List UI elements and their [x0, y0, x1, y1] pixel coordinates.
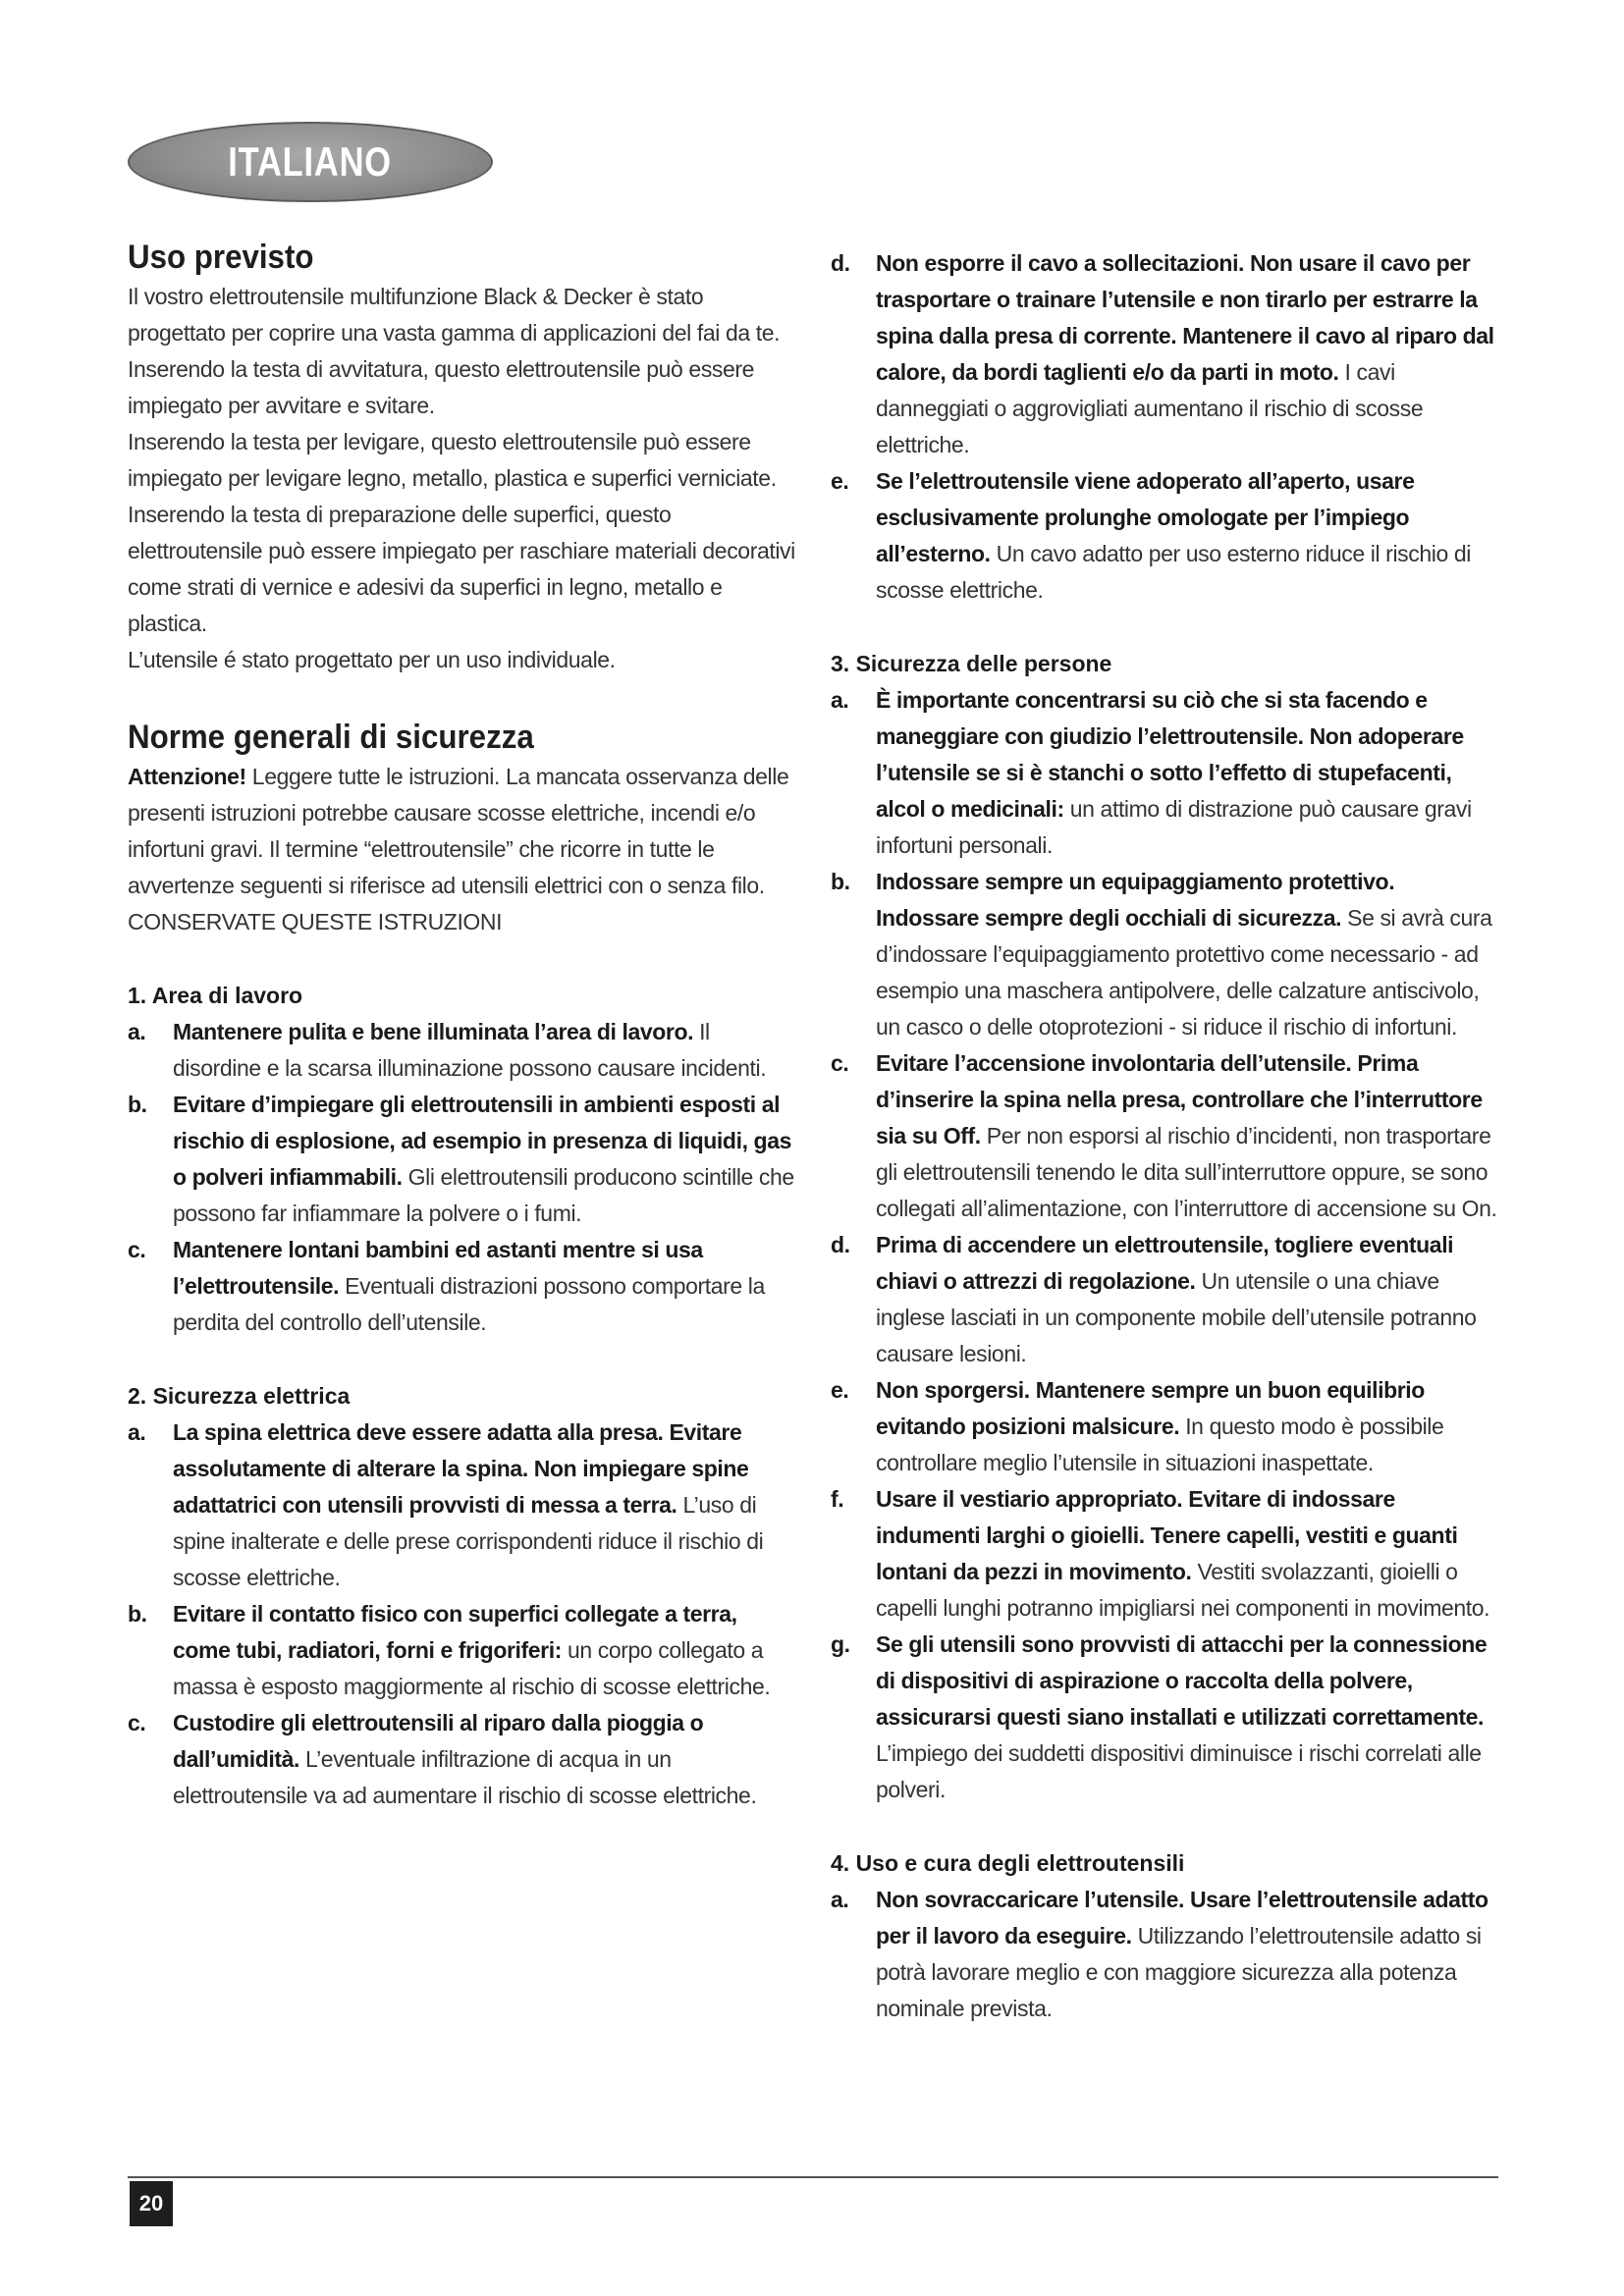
intended-use-paragraph: L’utensile é stato progettato per un uso individuale. [128, 647, 616, 672]
list-item: b. Evitare il contatto fisico con superfici collegate a terra, come tubi, radiatori, forni e frigoriferi: un corpo collegato a massa è esposto maggiormente al rischio di scosse elettriche. [128, 1601, 771, 1699]
page-number: 20 [130, 2181, 173, 2226]
keep-instructions: CONSERVATE QUESTE ISTRUZIONI [128, 909, 503, 934]
list-item: b. Evitare d’impiegare gli elettroutensili in ambienti esposti al rischio di esplosione, ad esempio in presenza di liquidi, gas o polveri infiammabili. Gli elettroutensili producono scintille che possono far infiammare la polvere o i fumi. [128, 1092, 794, 1226]
list-item: c. Mantenere lontani bambini ed astanti mentre si usa l’elettroutensile. Eventuali distrazioni possono comportare la perdita del controllo dell’utensile. [128, 1237, 765, 1335]
list-item: c. Evitare l’accensione involontaria dell’utensile. Prima d’inserire la spina nella presa, controllare che l’interruttore sia su Off. Per non esporsi al rischio d’incidenti, non trasportare gli elettroutensili tenendo le dita sull’interruttore oppure, se sono collegati all’alimentazione, con l’interruttore di accensione su On. [831, 1050, 1497, 1221]
list-item: f. Usare il vestiario appropriato. Evitare di indossare indumenti larghi o gioielli. Tenere capelli, vestiti e guanti lontani da pezzi in movimento. Vestiti svolazzanti, gioielli o capelli lunghi potranno impigliarsi nei componenti in movimento. [831, 1486, 1490, 1621]
list-item: e. Se l’elettroutensile viene adoperato all’aperto, usare esclusivamente prolunghe omologate per l’impiego all’esterno. Un cavo adatto per uso esterno riduce il rischio di scosse elettriche. [831, 468, 1471, 603]
intended-use-paragraph: Inserendo la testa per levigare, questo elettroutensile può essere impiegato per levigare legno, metallo, plastica e superfici verniciate. [128, 429, 777, 491]
list-item: d. Non esporre il cavo a sollecitazioni. Non usare il cavo per trasportare o trainare l’utensile e non tirarlo per estrarre la spina dalla presa di corrente. Mantenere il cavo al riparo dal calore, da bordi taglienti e/o da parti in moto. I cavi danneggiati o aggrovigliati aumentano il rischio di scosse elettriche. [831, 250, 1494, 457]
language-badge [128, 122, 493, 202]
section-title: 4. Uso e cura degli elettroutensili [831, 1850, 1185, 1876]
list-item: a. Mantenere pulita e bene illuminata l’area di lavoro. Il disordine e la scarsa illuminazione possono causare incidenti. [128, 1019, 767, 1081]
warning-label: Attenzione! [128, 764, 246, 789]
left-column [128, 236, 795, 1814]
list-item: a. È importante concentrarsi su ciò che si sta facendo e maneggiare con giudizio l’elettroutensile. Non adoperare l’utensile se si è stanchi o sotto l’effetto di stupefacenti, alcol o medicinali: un attimo di distrazione può causare gravi infortuni personali. [831, 687, 1472, 858]
intended-use-heading: Uso previsto [128, 239, 314, 276]
section-title: 1. Area di lavoro [128, 983, 303, 1008]
section-title: 3. Sicurezza delle persone [831, 651, 1112, 676]
right-column [831, 245, 1498, 2027]
list-item: a. Non sovraccaricare l’utensile. Usare l’elettroutensile adatto per il lavoro da eseguire. Utilizzando l’elettroutensile adatto si potrà lavorare meglio e con maggiore sicurezza alla potenza nominale prevista. [831, 1887, 1489, 2021]
list-item: b. Indossare sempre un equipaggiamento protettivo. Indossare sempre degli occhiali di sicurezza. Se si avrà cura d’indossare l’equipaggiamento protettivo come necessario - ad esempio una maschera antipolvere, delle calzature antiscivolo, un casco o delle otoprotezioni - si riduce il rischio di infortuni. [831, 869, 1492, 1040]
intended-use-paragraph: Inserendo la testa di avvitatura, questo elettroutensile può essere impiegato per avvitare e svitare. [128, 356, 755, 418]
warning-text: Leggere tutte le istruzioni. La mancata osservanza delle presenti istruzioni potrebbe causare scosse elettriche, incendi e/o infortuni gravi. Il termine “elettroutensile” che ricorre in tutte le avvertenze seguenti si riferisce ad utensili elettrici con o senza filo. [128, 764, 789, 898]
list-item: c. Custodire gli elettroutensili al riparo dalla pioggia o dall’umidità. L’eventuale infiltrazione di acqua in un elettroutensile va ad aumentare il rischio di scosse elettriche. [128, 1710, 757, 1808]
list-item: e. Non sporgersi. Mantenere sempre un buon equilibrio evitando posizioni malsicure. In questo modo è possibile controllare meglio l’utensile in situazioni inaspettate. [831, 1377, 1444, 1475]
footer-divider [128, 2176, 1498, 2178]
section-title: 2. Sicurezza elettrica [128, 1383, 351, 1409]
list-item: a. La spina elettrica deve essere adatta alla presa. Evitare assolutamente di alterare la spina. Non impiegare spine adattatrici con utensili provvisti di messa a terra. L’uso di spine inalterate e delle prese corrispondenti riduce il rischio di scosse elettriche. [128, 1419, 764, 1590]
general-safety-heading: Norme generali di sicurezza [128, 719, 534, 756]
list-item: d. Prima di accendere un elettroutensile, togliere eventuali chiavi o attrezzi di regolazione. Un utensile o una chiave inglese lasciati in un componente mobile dell’utensile potranno causare lesioni. [831, 1232, 1477, 1366]
list-item: g. Se gli utensili sono provvisti di attacchi per la connessione di dispositivi di aspirazione o raccolta della polvere, assicurarsi questi siano installati e utilizzati correttamente. L’impiego dei suddetti dispositivi diminuisce i rischi correlati alle polveri. [831, 1631, 1488, 1802]
intended-use-paragraph: Il vostro elettroutensile multifunzione Black & Decker è stato progettato per coprire una vasta gamma di applicazioni del fai da te. [128, 284, 781, 346]
intended-use-paragraph: Inserendo la testa di preparazione delle superfici, questo elettroutensile può essere impiegato per raschiare materiali decorativi come strati di vernice e adesivi da superfici in legno, metallo e plastica. [128, 502, 795, 636]
warning-paragraph [128, 759, 795, 904]
language-badge-label: ITALIANO [228, 138, 393, 185]
